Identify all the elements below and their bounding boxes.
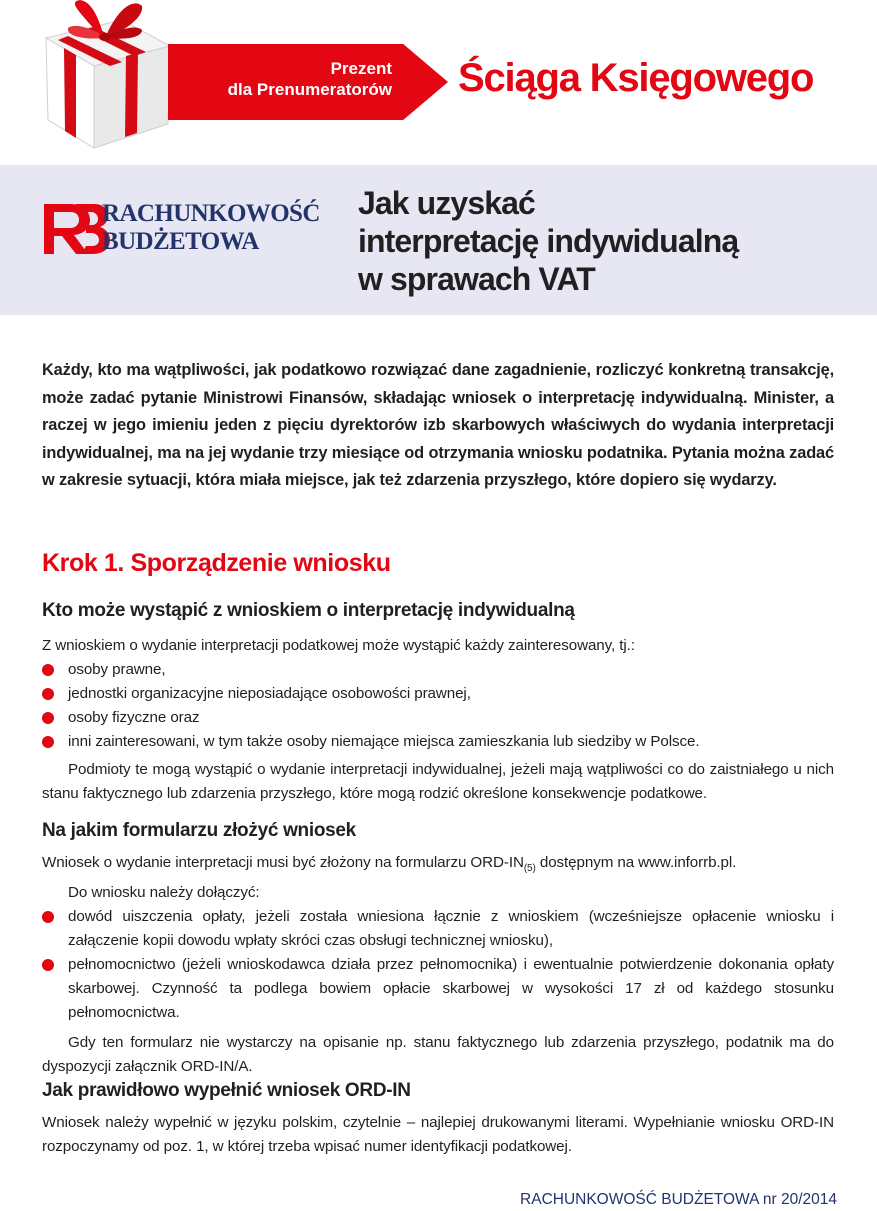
section-who-body [42,634,834,806]
section-heading-fill: Jak prawidłowo wypełnić wniosek ORD-IN [42,1080,411,1101]
gift-box-illustration [38,0,178,150]
lead-paragraph: Każdy, kto ma wątpliwości, jak podatkowo rozwiązać dane zagadnienie, rozliczyć konkretną transakcję, może zadać pytanie Ministrowi Finansów, składając wniosek o interpretację indywidualną. Minister, a raczej w jego imieniu jeden z pięciu dyrektorów izb skarbowych właściwych do wydania interpretacji indywidualnej, ma na jej wydanie trzy miesiące od otrzymania wniosku podatnika. Pytania można zadać w zakresie sytuacji, która miała miejsce, jak też zdarzenia przyszłego, które dopiero się wydarzy. [42,361,834,489]
banner-line-1: Prezent [330,59,392,78]
bullet-dot [42,712,54,724]
publication-title: Ściąga Księgowego [458,56,814,100]
section-heading-who: Kto może wystąpić z wnioskiem o interpretację indywidualną [42,600,575,621]
article-title-line-2: interpretację indywidualną [358,223,739,259]
banner-line-2: dla Prenumeratorów [227,80,392,99]
logo-line-2: BUDŻETOWA [102,228,259,255]
logo-wordmark [102,200,320,256]
attachments-label: Do wniosku należy dołączyć: [68,884,260,902]
logo-line-1: RACHUNKOWOŚĆ [102,200,320,227]
list-item: osoby fizyczne oraz [42,706,834,730]
bullet-dot [42,911,54,923]
bullet-dot [42,959,54,971]
section-form-paragraph: Gdy ten formularz nie wystarczy na opisanie np. stanu faktycznego lub zdarzenia przyszłego, podatnik ma do dyspozycji załącznik ORD-IN/A. [42,1034,834,1076]
article-title-line-1: Jak uzyskać [358,185,535,221]
section-heading-form: Na jakim formularzu złożyć wniosek [42,820,356,841]
banner-caption [176,58,392,100]
page-footer: RACHUNKOWOŚĆ BUDŻETOWA nr 20/2014 [520,1191,837,1208]
section-who-intro: Z wnioskiem o wydanie interpretacji podatkowej może wystąpić każdy zainteresowany, tj.: [42,637,635,654]
article-title [358,184,738,298]
bullet-dot [42,688,54,700]
applicants-list [42,658,834,754]
list-item: osoby prawne, [42,658,834,682]
attachments-list [42,905,834,1025]
section-form-body [42,851,834,1079]
bullet-dot [42,664,54,676]
section-fill-paragraph: Wniosek należy wypełnić w języku polskim, czytelnie – najlepiej drukowanymi literami. Wypełnianie wniosku ORD-IN rozpoczynamy od poz. 1, w której trzeba wpisać numer identyfikacji podatkowej. [42,1114,834,1155]
list-item: jednostki organizacyjne nieposiadające osobowości prawnej, [42,682,834,706]
article-title-line-3: w sprawach VAT [358,261,595,297]
section-fill-body [42,1111,834,1159]
section-form-intro: Wniosek o wydanie interpretacji musi być złożony na formularzu ORD-$IN_{(5)}$ dostępnym na www.inforrb.pl. [42,854,737,875]
bullet-dot [42,736,54,748]
section-who-paragraph: Podmioty te mogą wystąpić o wydanie interpretacji indywidualnej, jeżeli mają wątpliwości co do zaistniałego u nich stanu faktycznego lub zdarzenia przyszłego, które mogą rodzić określone konsekwencje podatkowe. [42,761,834,802]
list-item: pełnomocnictwo (jeżeli wnioskodawca działa przez pełnomocnika) i ewentualnie potwierdzenie dokonania opłaty skarbowej. Czynność ta podlega bowiem opłacie skarbowej w wysokości 17 zł od każdego stosunku pełnomocnictwa. [42,953,834,1025]
list-item: dowód uiszczenia opłaty, jeżeli została wniesiona łącznie z wnioskiem (wcześniejsze opłacenie wniosku i załączenie kopii dowodu wpłaty skróci czas obsługi technicznej wniosku), [42,905,834,953]
list-item: inni zainteresowani, w tym także osoby niemające miejsca zamieszkania lub siedziby w Polsce. [42,730,834,754]
step-heading: Krok 1. Sporządzenie wniosku [42,549,391,577]
